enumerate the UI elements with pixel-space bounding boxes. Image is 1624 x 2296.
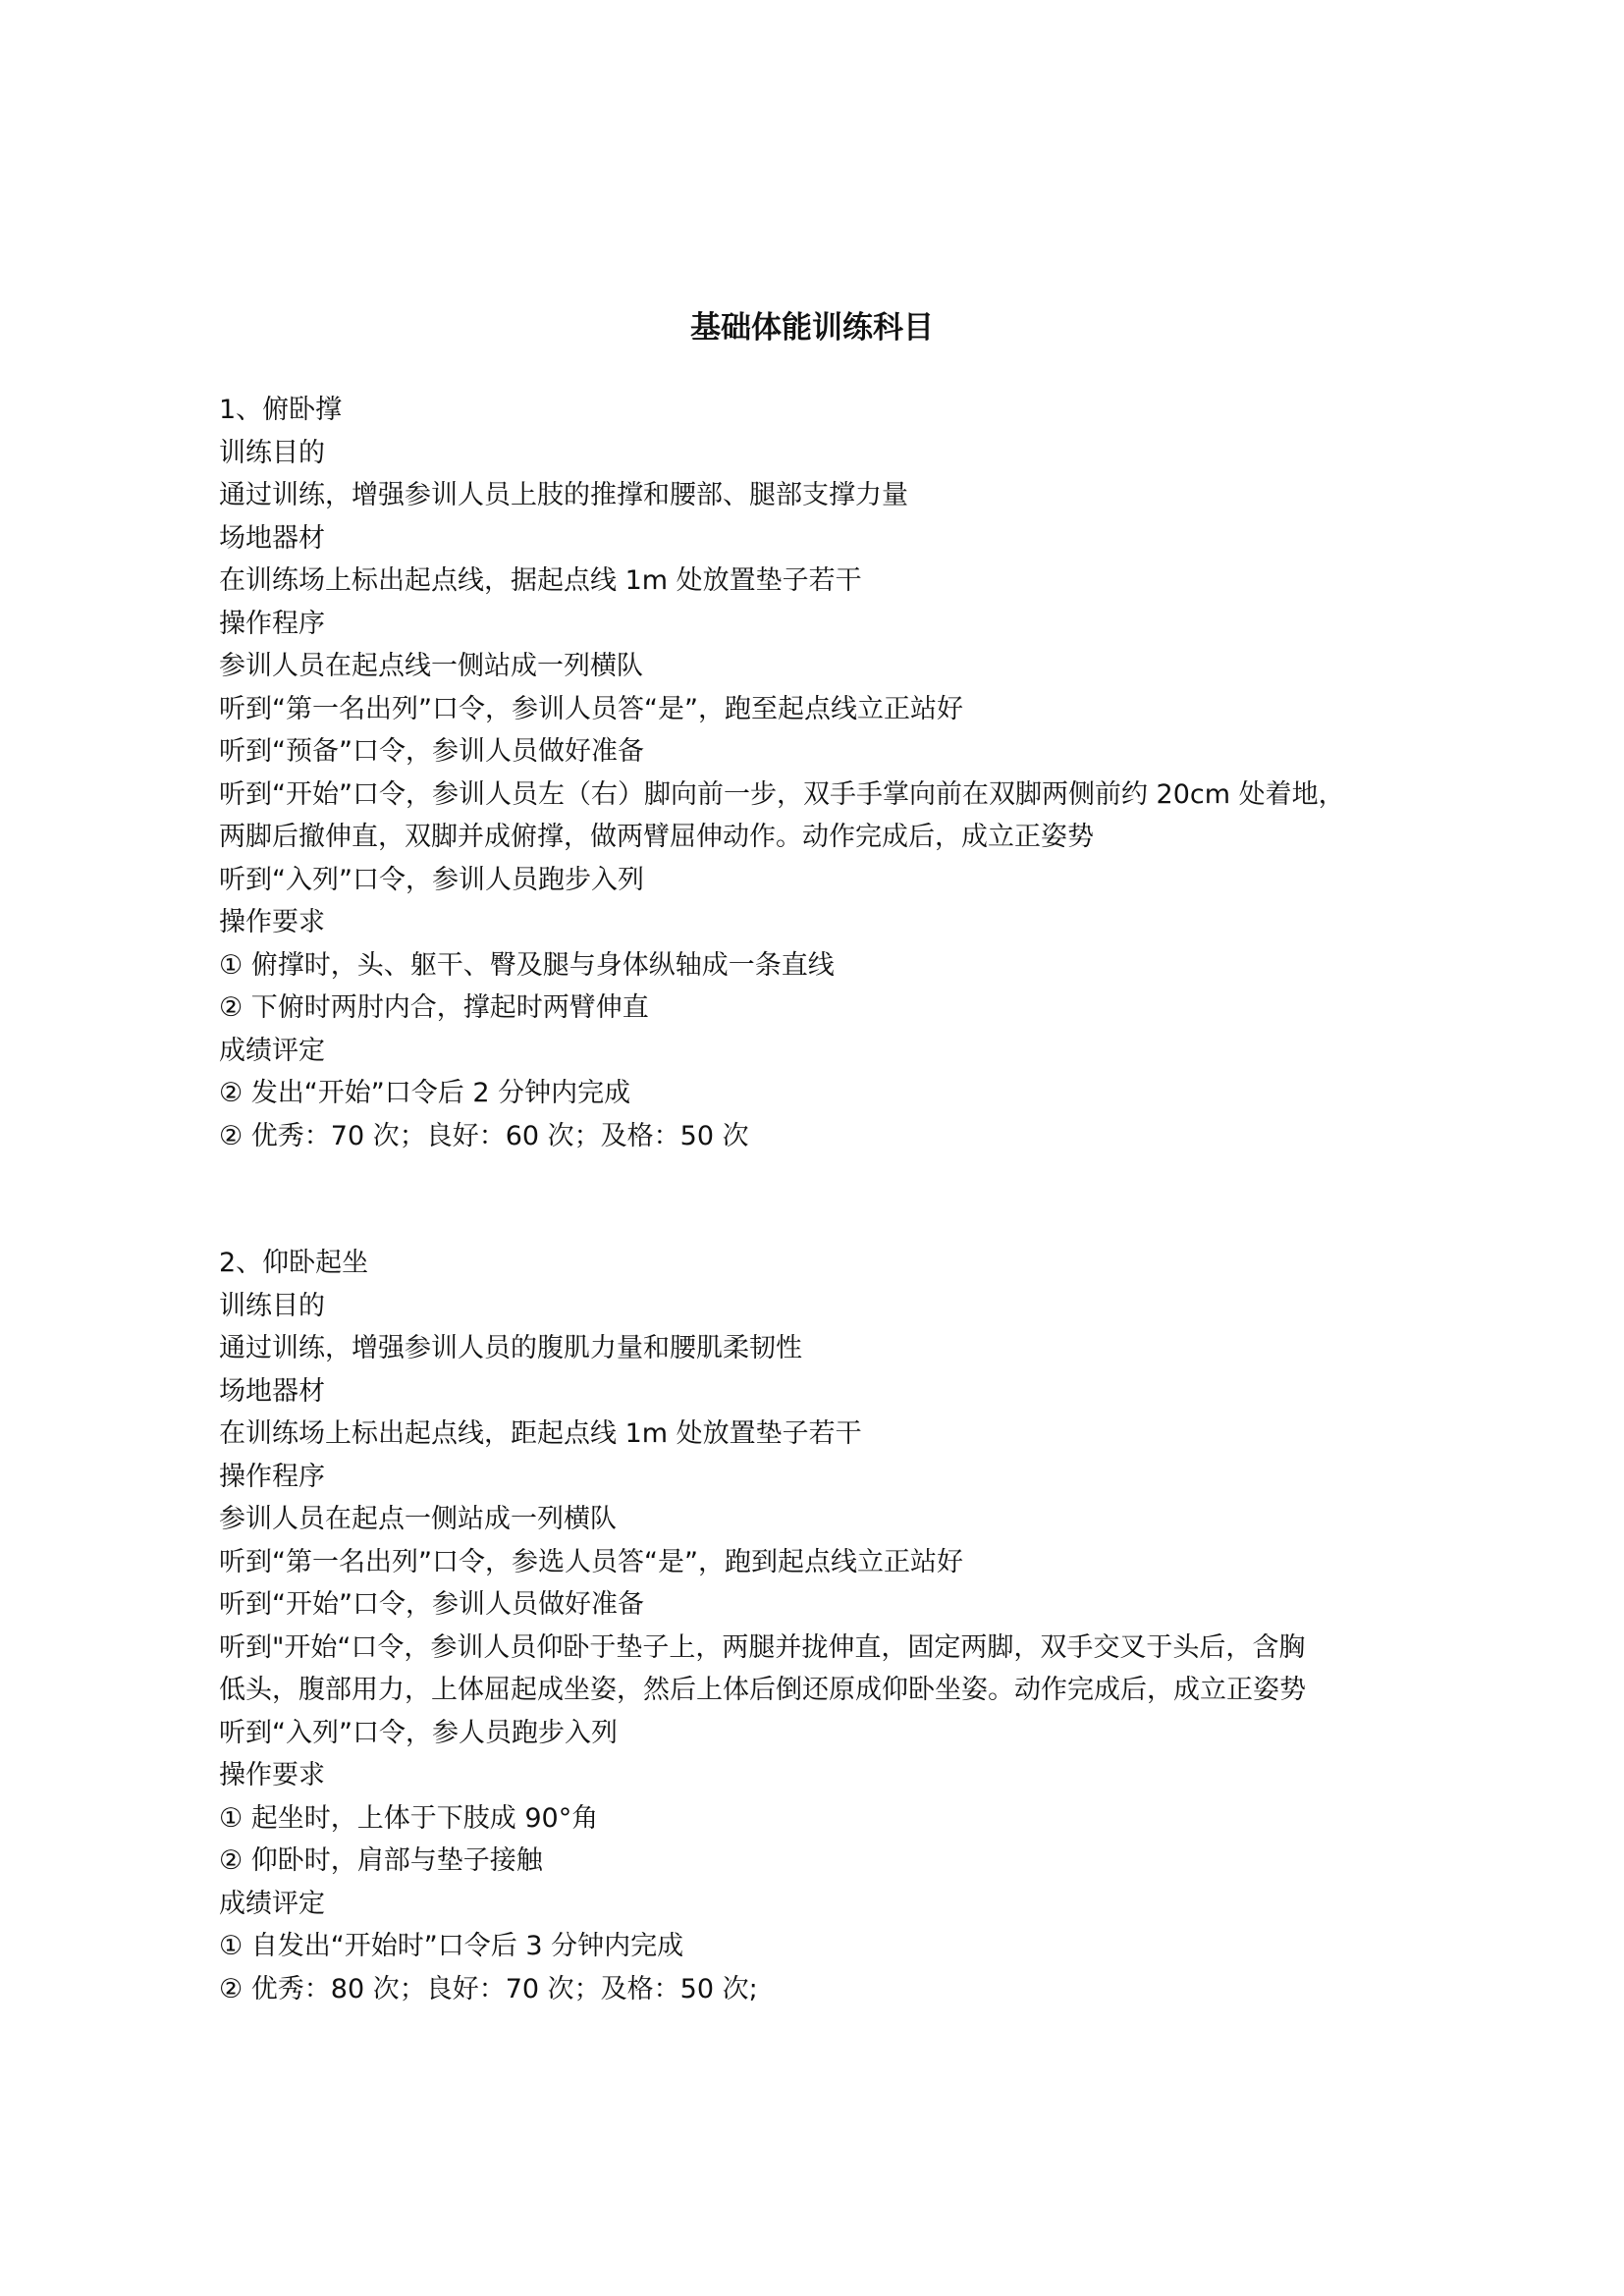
purpose-text: 通过训练，增强参训人员的腹肌力量和腰肌柔韧性 (219, 1333, 802, 1363)
procedure-label: 操作程序 (219, 1461, 325, 1492)
procedure-label: 操作程序 (219, 608, 325, 639)
requirement-item: ② 仰卧时，肩部与垫子接触 (219, 1845, 543, 1876)
section-push-ups (219, 389, 1436, 1157)
procedure-step: 听到“第一名出列”口令，参选人员答“是”，跑到起点线立正站好 (219, 1546, 963, 1577)
procedure-step: 听到“入列”口令，参人员跑步入列 (219, 1717, 618, 1748)
equipment-text: 在训练场上标出起点线，距起点线 1m 处放置垫子若干 (219, 1418, 862, 1449)
procedure-step: 听到“开始”口令，参训人员做好准备 (219, 1589, 644, 1620)
procedure-step: 两脚后撤伸直，双脚并成俯撑，做两臂屈伸动作。动作完成后，成立正姿势 (219, 822, 1094, 852)
procedure-step: 听到“入列”口令，参训人员跑步入列 (219, 864, 644, 895)
equipment-label: 场地器材 (219, 522, 325, 554)
requirement-item: ① 起坐时，上体于下肢成 90°角 (219, 1802, 599, 1834)
section-sit-ups (219, 1242, 1436, 2010)
evaluation-item: ② 优秀：80 次；良好：70 次；及格：50 次; (219, 1973, 758, 2004)
evaluation-item: ② 优秀：70 次；良好：60 次；及格：50 次 (219, 1120, 749, 1151)
procedure-step: 参训人员在起点一侧站成一列横队 (219, 1504, 617, 1534)
procedure-step: 低头，腹部用力，上体屈起成坐姿，然后上体后倒还原成仰卧坐姿。动作完成后，成立正姿势 (219, 1675, 1306, 1705)
procedure-step: 听到“预备”口令，参训人员做好准备 (219, 736, 644, 767)
procedure-step: 听到“第一名出列”口令，参训人员答“是”，跑至起点线立正站好 (219, 693, 963, 724)
procedure-step: 参训人员在起点线一侧站成一列横队 (219, 651, 643, 681)
procedure-step: 听到"开始“口令，参训人员仰卧于垫子上，两腿并拢伸直，固定两脚，双手交叉于头后，含胸 (219, 1631, 1306, 1663)
evaluation-label: 成绩评定 (219, 1035, 325, 1066)
requirements-label: 操作要求 (219, 907, 325, 937)
requirement-item: ① 俯撑时，头、躯干、臀及腿与身体纵轴成一条直线 (219, 949, 835, 981)
purpose-text: 通过训练，增强参训人员上肢的推撑和腰部、腿部支撑力量 (219, 480, 908, 510)
evaluation-label: 成绩评定 (219, 1888, 325, 1919)
purpose-label: 训练目的 (219, 1290, 325, 1321)
procedure-step: 听到“开始”口令，参训人员左（右）脚向前一步，双手手掌向前在双脚两侧前约 20cm 处着地， (219, 778, 1345, 810)
document-title: 基础体能训练科目 (690, 310, 934, 346)
equipment-text: 在训练场上标出起点线，据起点线 1m 处放置垫子若干 (219, 565, 862, 596)
requirement-item: ② 下俯时两肘内合，撑起时两臂伸直 (219, 992, 649, 1023)
purpose-label: 训练目的 (219, 437, 325, 468)
section-heading: 2、仰卧起坐 (219, 1248, 369, 1278)
evaluation-item: ① 自发出“开始时”口令后 3 分钟内完成 (219, 1931, 684, 1961)
section-heading: 1、俯卧撑 (219, 395, 343, 425)
requirements-label: 操作要求 (219, 1760, 325, 1790)
equipment-label: 场地器材 (219, 1375, 325, 1407)
evaluation-item: ② 发出“开始”口令后 2 分钟内完成 (219, 1078, 631, 1108)
